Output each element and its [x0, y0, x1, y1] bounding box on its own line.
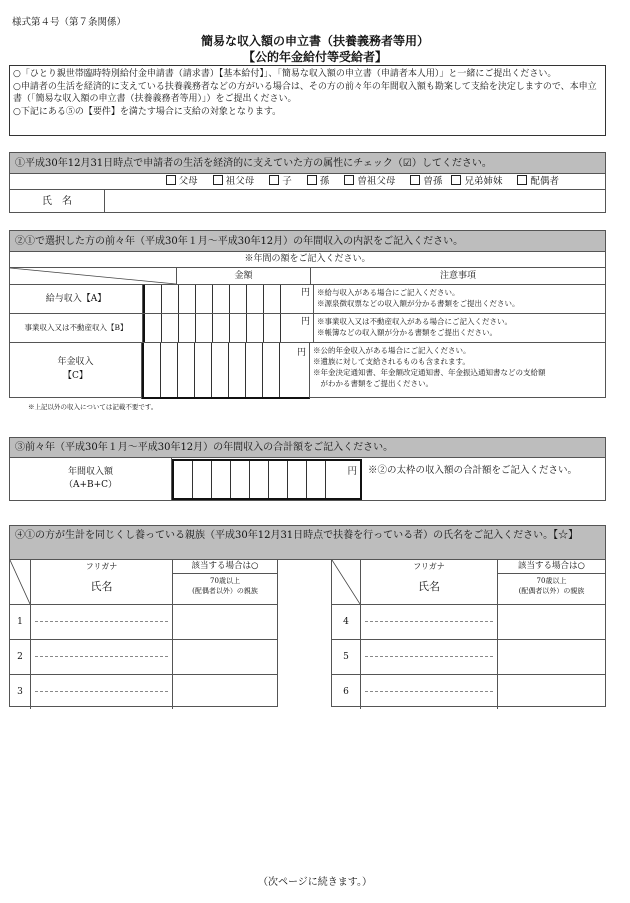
dependents-header [10, 560, 277, 605]
name-header: フリガナ 氏名 [31, 560, 173, 604]
row-notes: ※給与収入がある場合にご記入ください。 ※源泉徴収票などの収入額が分かる書類をご提出ください。 [317, 288, 520, 308]
digit-boxes [145, 314, 313, 342]
yen-label: 円 [300, 317, 310, 327]
checkbox-icon[interactable] [307, 175, 317, 185]
dependent-row [332, 605, 605, 640]
option-spouse[interactable]: 配偶者 [517, 176, 559, 187]
income-row-business [10, 314, 605, 343]
yen-label: 円 [296, 348, 306, 358]
dependent-row [10, 640, 277, 675]
dependent-row [332, 675, 605, 709]
section-4-heading: ④①の方が生計を同じくし養っている親族（平成30年12月31日時点で扶養を行っている者）の氏名をご記入ください。【☆】 [10, 526, 605, 560]
row-number: 6 [332, 675, 361, 709]
instruction-3: ○下記にある⑤の【要件】を満たす場合に支給の対象となります。 [13, 106, 282, 117]
dependent-name-field[interactable] [31, 640, 173, 674]
name-field[interactable] [105, 190, 605, 213]
option-child[interactable]: 子 [269, 176, 292, 187]
option-grandparent[interactable]: 祖父母 [213, 176, 255, 187]
income-table-header [10, 268, 605, 285]
instructions-box [9, 65, 606, 136]
form-subtitle: 【公的年金給付等受給者】 [242, 50, 387, 64]
dependents-table-right [331, 559, 606, 707]
section-1 [9, 152, 606, 213]
furigana-line [35, 640, 168, 657]
instruction-2: ○申請者の生活を経済的に支えている扶養義務者などの方がいる場合は、その方の前々年の年間収入額も勘案して支給を決定しますので、本申立書（「簡易な収入額の申立書（扶養義務者等用）」）をご提出ください。 [13, 81, 597, 104]
name-header: フリガナ 氏名 [361, 560, 498, 604]
row-number: 4 [332, 605, 361, 639]
section-2-subheading: ※年間の額をご記入ください。 [10, 252, 605, 268]
name-label: 氏 名 [10, 190, 105, 213]
option-sibling[interactable]: 兄弟姉妹 [451, 176, 502, 187]
dependent-name-field[interactable] [361, 605, 498, 639]
dependents-table-left [9, 559, 278, 707]
checkbox-icon[interactable] [166, 175, 176, 185]
section-2-footnote: ※上記以外の収入については記載不要です。 [28, 403, 158, 411]
dependent-name-field[interactable] [361, 675, 498, 709]
over70-mark-field[interactable] [173, 605, 277, 639]
over70-mark-field[interactable] [498, 640, 605, 674]
row-notes: ※公的年金収入がある場合にご記入ください。 ※遺族に対して支給されるものも含まれます。 ※年金決定通知書、年金額改定通知書、年金振込通知書などの支給額 がわかる書類をご提出ください。 [313, 346, 546, 388]
dependent-name-field[interactable] [361, 640, 498, 674]
section-3 [9, 437, 606, 501]
checkbox-icon[interactable] [410, 175, 420, 185]
amount-column-header: 金額 [177, 268, 311, 284]
checkbox-icon[interactable] [344, 175, 354, 185]
furigana-line [35, 605, 168, 622]
over70-mark-field[interactable] [498, 605, 605, 639]
header-diagonal-cell [10, 560, 31, 604]
relationship-options [10, 174, 605, 190]
dependent-name-field[interactable] [31, 605, 173, 639]
dependents-header [332, 560, 605, 605]
over70-mark-field[interactable] [498, 675, 605, 709]
header-diagonal-cell [332, 560, 361, 604]
section-2 [9, 230, 606, 398]
row-label: 事業収入又は不動産収入【B】 [10, 314, 143, 342]
option-great-grandchild[interactable]: 曽孫 [410, 176, 442, 187]
form-number: 様式第４号（第７条関係） [12, 17, 127, 28]
salary-amount-input[interactable] [143, 285, 314, 313]
checkbox-icon[interactable] [213, 175, 223, 185]
row-label: 給与収入【A】 [10, 285, 143, 313]
notes-column-header: 注意事項 [439, 271, 476, 281]
row-number: 1 [10, 605, 31, 639]
total-label: 年間収入額 （A+B+C） [10, 458, 172, 500]
row-label: 年金収入 【C】 [10, 343, 142, 399]
yen-label: 円 [347, 466, 357, 477]
dependent-name-field[interactable] [31, 675, 173, 709]
digit-boxes [174, 461, 360, 498]
option-grandchild[interactable]: 孫 [307, 176, 330, 187]
furigana-line [365, 605, 493, 622]
section-3-heading: ③前々年（平成30年１月～平成30年12月）の年間収入の合計額をご記入ください。 [10, 438, 605, 458]
checkbox-icon[interactable] [451, 175, 461, 185]
dependent-row [332, 640, 605, 675]
digit-boxes [144, 343, 309, 397]
continuation-note: （次ページに続きます。） [258, 877, 372, 888]
over70-mark-field[interactable] [173, 675, 277, 709]
total-row [10, 458, 605, 500]
header-diagonal-cell [10, 268, 177, 284]
checkbox-icon[interactable] [269, 175, 279, 185]
income-row-salary [10, 285, 605, 314]
digit-boxes [145, 285, 313, 313]
section-1-heading: ①平成30年12月31日時点で申請者の生活を経済的に支えていた方の属性にチェック（☑）してください。 [10, 153, 605, 174]
total-note: ※②の太枠の収入額の合計額をご記入ください。 [368, 465, 578, 476]
name-row [10, 190, 605, 213]
over70-mark-field[interactable] [173, 640, 277, 674]
instruction-1: ○「ひとり親世帯臨時特別給付金申請書（請求書）【基本給付】」、「簡易な収入額の申立書（申請者本人用）」と一緒にご提出ください。 [13, 69, 557, 79]
yen-label: 円 [300, 288, 310, 298]
section-2-heading: ②①で選択した方の前々年（平成30年１月～平成30年12月）の年間収入の内訳をご記入ください。 [10, 231, 605, 252]
form-title: 簡易な収入額の申立書（扶養義務者等用） [200, 34, 429, 48]
option-parent[interactable]: 父母 [166, 176, 198, 187]
furigana-line [35, 675, 168, 692]
checkbox-icon[interactable] [517, 175, 527, 185]
business-amount-input[interactable] [143, 314, 314, 342]
row-notes: ※事業収入又は不動産収入がある場合にご記入ください。 ※帳簿などの収入額が分かる書類をご提出ください。 [317, 317, 512, 337]
dependent-row [10, 675, 277, 709]
row-number: 5 [332, 640, 361, 674]
row-number: 3 [10, 675, 31, 709]
age-header: 該当する場合は○ 70歳以上 (配偶者以外）の親族 [173, 560, 277, 604]
row-number: 2 [10, 640, 31, 674]
furigana-line [365, 640, 493, 657]
pension-amount-input[interactable] [142, 343, 310, 399]
total-amount-input[interactable] [172, 459, 362, 500]
age-header: 該当する場合は○ 70歳以上 (配偶者以外）の親族 [498, 560, 605, 604]
furigana-line [365, 675, 493, 692]
option-great-grandparent[interactable]: 曽祖父母 [344, 176, 395, 187]
dependent-row [10, 605, 277, 640]
income-row-pension [10, 343, 605, 399]
